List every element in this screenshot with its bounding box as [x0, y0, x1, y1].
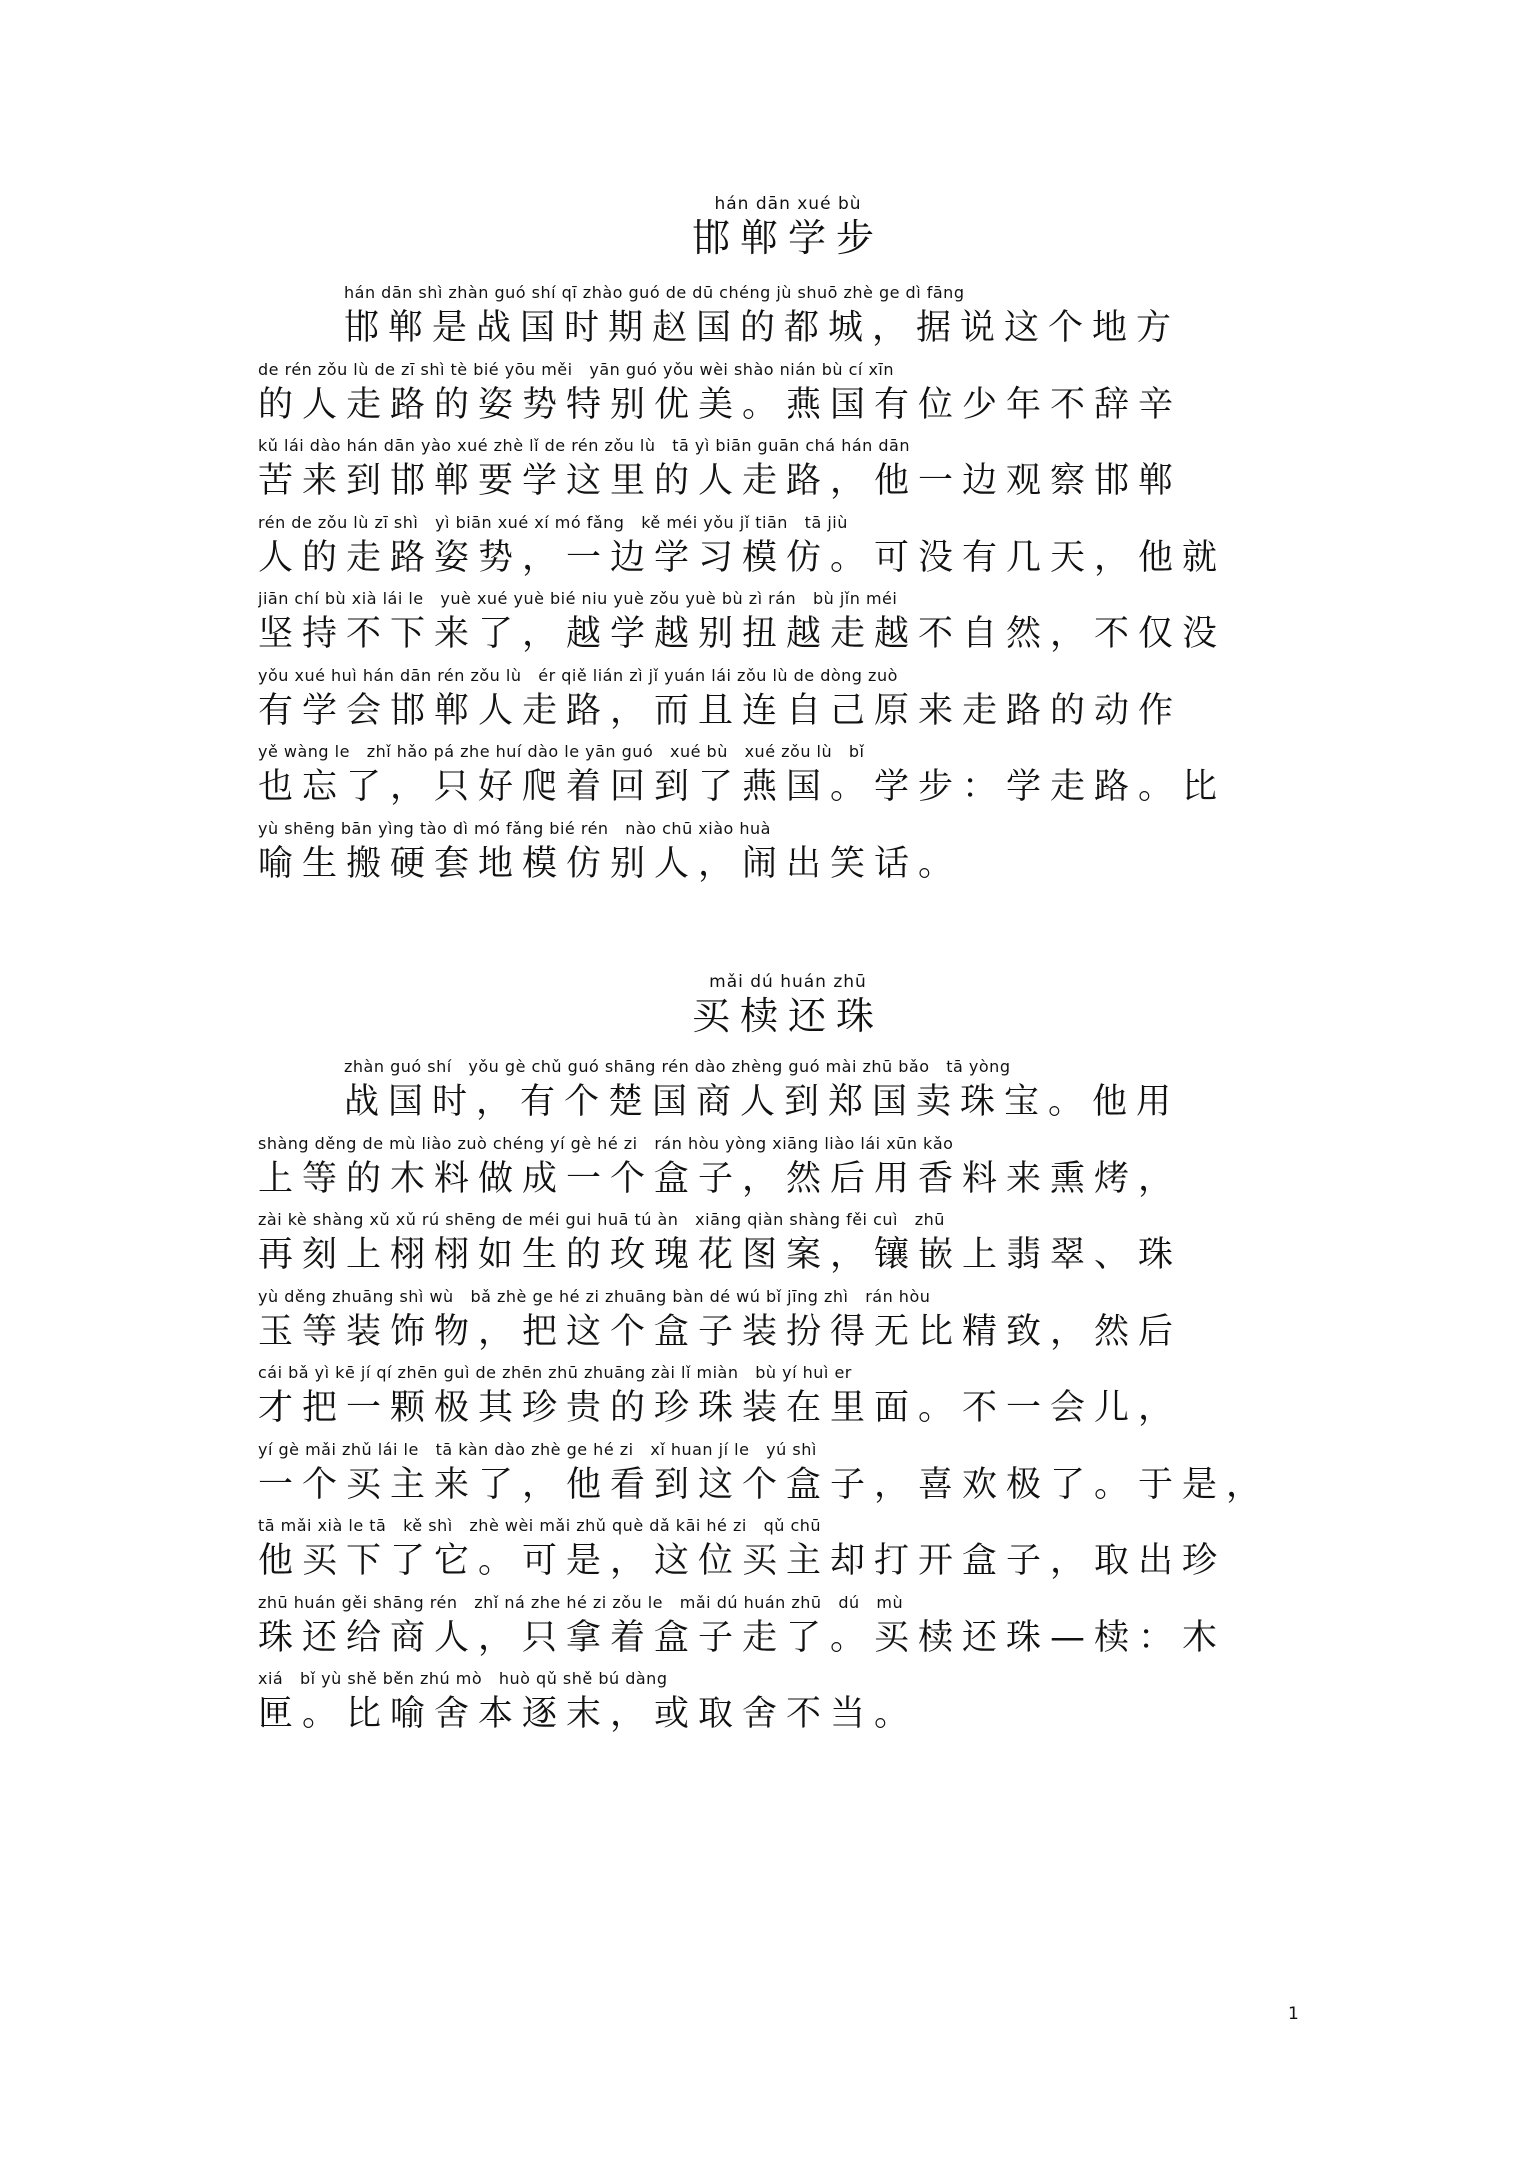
line-text: 邯郸是战国时期赵国的都城，据说这个地方: [344, 308, 1181, 348]
line-pinyin: xiá bǐ yù shě běn zhú mò huò qǔ shě bú dàng: [258, 1669, 668, 1688]
text-line: [258, 1131, 1318, 1208]
line-pinyin: zài kè shàng xǔ xǔ rú shēng de méi gui huā tú àn xiāng qiàn shàng fěi cuì zhū: [258, 1210, 945, 1229]
text-line: [258, 1284, 1318, 1361]
line-pinyin: yǒu xué huì hán dān rén zǒu lù ér qiě lián zì jǐ yuán lái zǒu lù de dòng zuò: [258, 665, 898, 685]
text-line: [258, 816, 1318, 893]
line-text: 玉等装饰物，把这个盒子装扮得无比精致，然后: [258, 1311, 1183, 1352]
story-title-block: [258, 194, 1318, 262]
text-line: [258, 280, 1318, 357]
line-pinyin: shàng děng de mù liào zuò chéng yí gè hé zi rán hòu yòng xiāng liào lái xūn kǎo: [258, 1133, 954, 1153]
line-pinyin: de rén zǒu lù de zī shì tè bié yōu měi yān guó yǒu wèi shào nián bù cí xīn: [258, 359, 894, 379]
page-number: 1: [1288, 2004, 1299, 2024]
text-line: [258, 1437, 1318, 1514]
line-pinyin: hán dān shì zhàn guó shí qī zhào guó de dū chéng jù shuō zhè ge dì fāng: [344, 283, 965, 302]
line-pinyin: jiān chí bù xià lái le yuè xué yuè bié niu yuè zǒu yuè bù zì rán bù jǐn méi: [258, 589, 898, 608]
title-pinyin: mǎi dú huán zhū: [709, 972, 867, 992]
story-title-block: [258, 972, 1318, 1040]
line-text: 人的走路姿势，一边学习模仿。可没有几天，他就: [258, 537, 1227, 578]
text-line: [258, 510, 1318, 587]
line-text: 的人走路的姿势特别优美。燕国有位少年不辞辛: [258, 384, 1183, 425]
line-text: 战国时，有个楚国商人到郑国卖珠宝。他用: [344, 1082, 1181, 1122]
text-line: [258, 433, 1318, 510]
line-text: 苦来到邯郸要学这里的人走路，他一边观察邯郸: [258, 461, 1183, 501]
line-pinyin: yù děng zhuāng shì wù bǎ zhè ge hé zi zhuāng bàn dé wú bǐ jīng zhì rán hòu: [258, 1286, 931, 1306]
text-line: [258, 586, 1318, 663]
line-text: 再刻上栩栩如生的玫瑰花图案，镶嵌上翡翠、珠: [258, 1235, 1183, 1275]
text-line: [258, 1513, 1318, 1590]
line-pinyin: tā mǎi xià le tā kě shì zhè wèi mǎi zhǔ què dǎ kāi hé zi qǔ chū: [258, 1516, 822, 1535]
text-line: [258, 1207, 1318, 1284]
line-text: 有学会邯郸人走路，而且连自己原来走路的动作: [258, 690, 1183, 731]
text-line: [258, 1360, 1318, 1437]
text-line: [258, 663, 1318, 740]
line-pinyin: zhū huán gěi shāng rén zhǐ ná zhe hé zi zǒu le mǎi dú huán zhū dú mù: [258, 1592, 904, 1612]
line-pinyin: zhàn guó shí yǒu gè chǔ guó shāng rén dào zhèng guó mài zhū bǎo tā yòng: [344, 1057, 1011, 1076]
line-pinyin: kǔ lái dào hán dān yào xué zhè lǐ de rén zǒu lù tā yì biān guān chá hán dān: [258, 436, 910, 455]
line-text: 也忘了，只好爬着回到了燕国。学步：学走路。比: [258, 767, 1227, 807]
line-text: 一个买主来了，他看到这个盒子，喜欢极了。于是，: [258, 1464, 1271, 1505]
line-pinyin: yù shēng bān yìng tào dì mó fǎng bié rén nào chū xiào huà: [258, 818, 771, 838]
line-text: 珠还给商人，只拿着盒子走了。买椟还珠—椟：木: [258, 1617, 1227, 1658]
line-pinyin: cái bǎ yì kē jí qí zhēn guì de zhēn zhū zhuāng zài lǐ miàn bù yí huì er: [258, 1363, 852, 1382]
line-text: 才把一颗极其珍贵的珍珠装在里面。不一会儿，: [258, 1388, 1183, 1428]
text-line: [258, 1666, 1318, 1743]
line-pinyin: yí gè mǎi zhǔ lái le tā kàn dào zhè ge hé zi xǐ huan jí le yú shì: [258, 1439, 817, 1459]
story-title: 买椟还珠: [691, 994, 884, 1038]
text-line: [258, 357, 1318, 434]
line-text: 匣。比喻舍本逐末，或取舍不当。: [258, 1694, 919, 1734]
line-pinyin: yě wàng le zhǐ hǎo pá zhe huí dào le yān guó xué bù xué zǒu lù bǐ: [258, 742, 865, 761]
text-line: [258, 1590, 1318, 1667]
line-text: 上等的木料做成一个盒子，然后用香料来熏烤，: [258, 1158, 1183, 1199]
line-pinyin: rén de zǒu lù zī shì yì biān xué xí mó fǎng kě méi yǒu jǐ tiān tā jiù: [258, 512, 848, 532]
story-maidu-huanzhu: [258, 972, 1318, 1743]
text-line: [258, 1054, 1318, 1131]
line-text: 他买下了它。可是，这位买主却打开盒子，取出珍: [258, 1541, 1227, 1581]
line-text: 喻生搬硬套地模仿别人，闹出笑话。: [258, 843, 963, 884]
story-title: 邯郸学步: [691, 216, 884, 260]
story-handan-xuebu: [258, 194, 1318, 892]
title-pinyin: hán dān xué bù: [714, 194, 862, 214]
line-text: 坚持不下来了，越学越别扭越走越不自然，不仅没: [258, 614, 1227, 654]
text-line: [258, 739, 1318, 816]
